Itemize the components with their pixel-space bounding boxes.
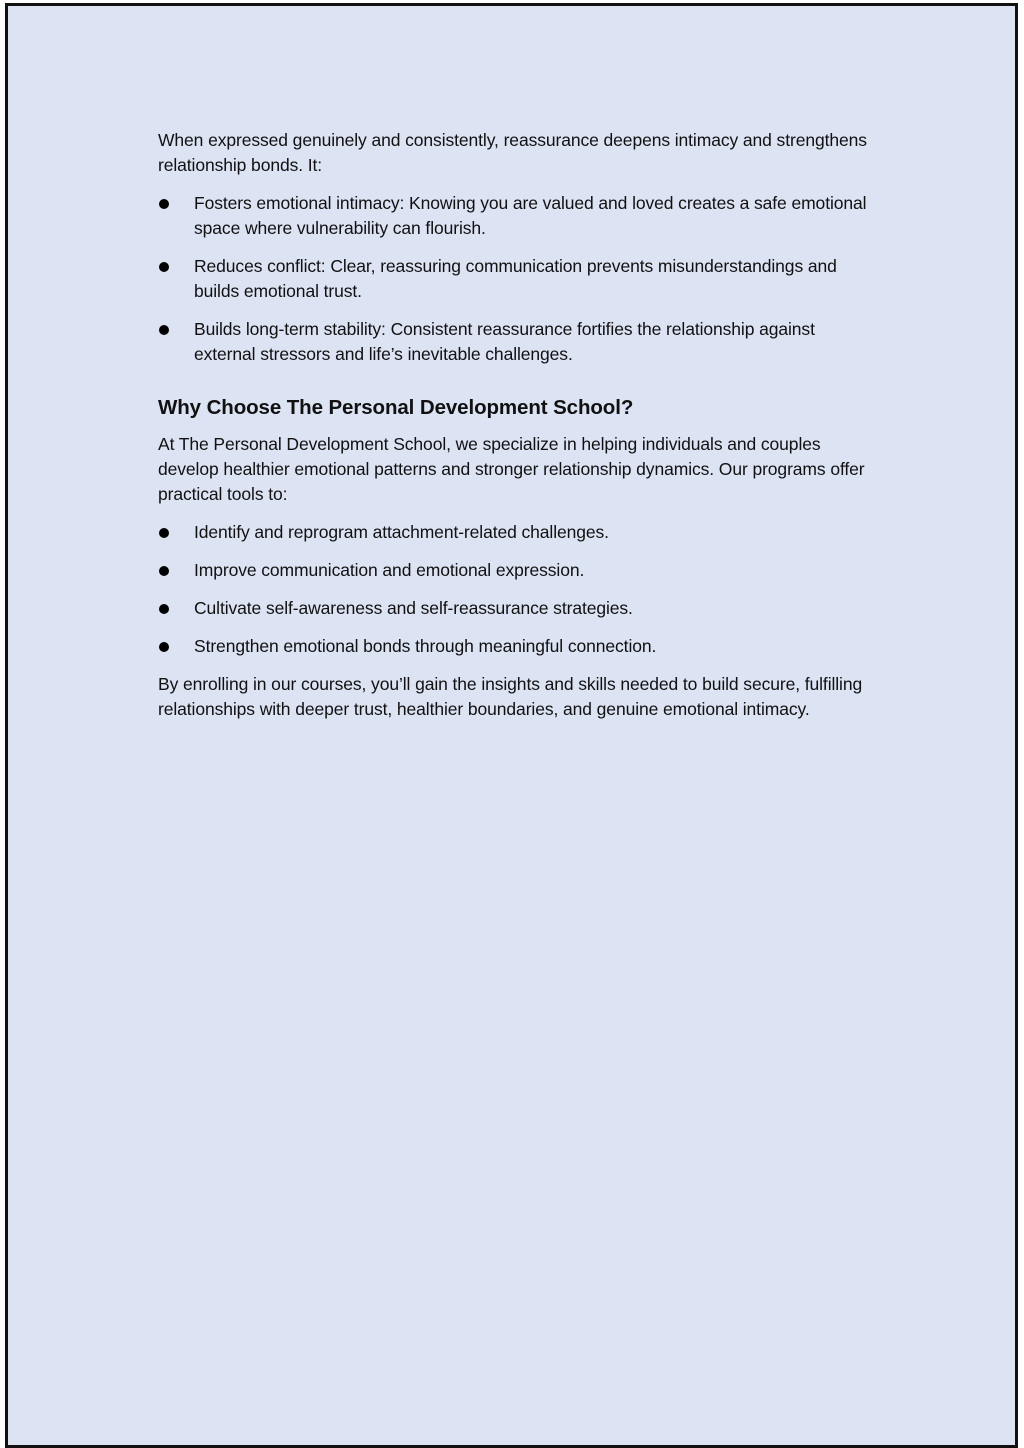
tools-list [158,520,870,659]
benefits-list [158,191,870,367]
list-item-text: Cultivate self-awareness and self-reassurance strategies. [194,598,633,618]
document-body [158,128,870,735]
document-page [5,3,1018,1448]
bullet-icon [159,199,169,209]
bullet-icon [159,528,169,538]
list-item-text: Improve communication and emotional expression. [194,560,585,580]
list-item [158,520,870,545]
list-item [158,317,870,367]
intro-paragraph: When expressed genuinely and consistently, reassurance deepens intimacy and strengthens relationship bonds. It: [158,130,867,175]
section-paragraph: At The Personal Development School, we specialize in helping individuals and couples develop healthier emotional patterns and stronger relationship dynamics. Our programs offer practical tools to: [158,434,865,504]
list-item [158,634,870,659]
list-item-text: Builds long-term stability: Consistent reassurance fortifies the relationship against external stressors and life’s inevitable challenges. [194,319,815,364]
list-item-text: Reduces conflict: Clear, reassuring communication prevents misunderstandings and builds emotional trust. [194,256,837,301]
bullet-icon [159,604,169,614]
bullet-icon [159,262,169,272]
list-item-text: Strengthen emotional bonds through meaningful connection. [194,636,657,656]
bullet-icon [159,566,169,576]
list-item [158,254,870,304]
closing-paragraph: By enrolling in our courses, you’ll gain the insights and skills needed to build secure, fulfilling relationships with deeper trust, healthier boundaries, and genuine emotional intimacy. [158,674,863,719]
list-item [158,596,870,621]
list-item [158,191,870,241]
list-item [158,558,870,583]
list-item-text: Identify and reprogram attachment-related challenges. [194,522,609,542]
section-heading: Why Choose The Personal Development School? [158,396,634,419]
bullet-icon [159,325,169,335]
list-item-text: Fosters emotional intimacy: Knowing you are valued and loved creates a safe emotional space where vulnerability can flourish. [194,193,867,238]
bullet-icon [159,642,169,652]
